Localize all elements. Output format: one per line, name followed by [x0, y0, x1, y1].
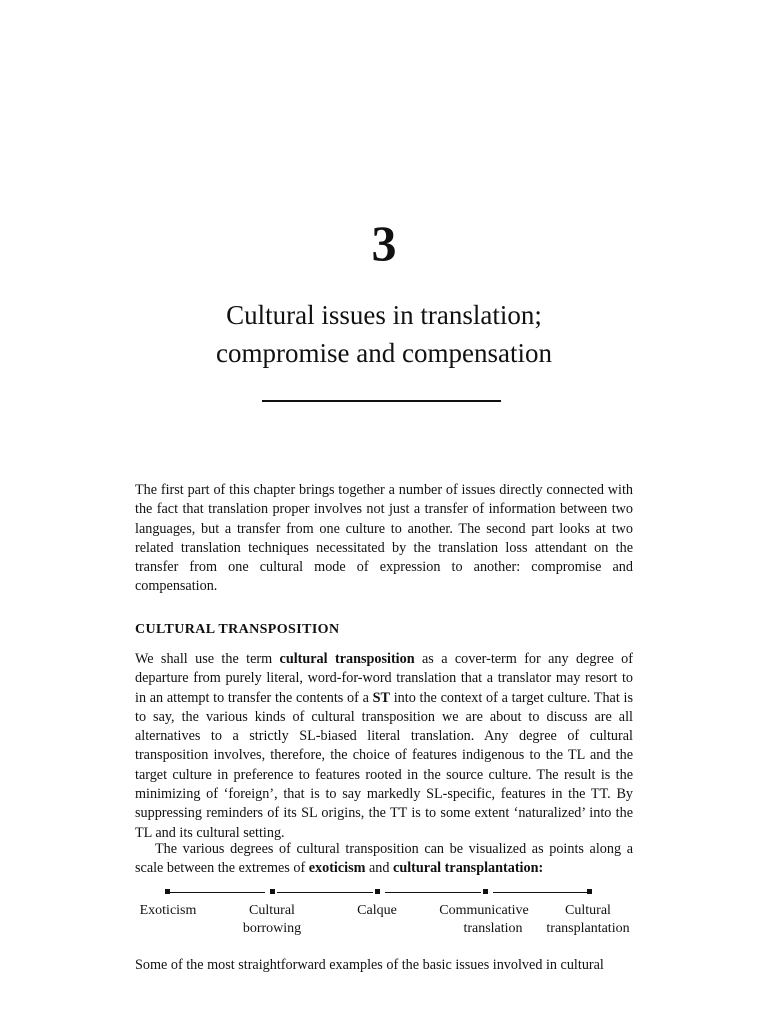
scale-point [587, 889, 592, 894]
text-run: and [365, 860, 394, 877]
term-exoticism: exoticism [308, 860, 366, 877]
term-cultural-transposition: cultural transposition [279, 651, 415, 667]
text-run: We shall use the term [135, 651, 280, 667]
chapter-title-line-1: Cultural issues in translation; [226, 300, 542, 330]
scale-line-segment [493, 892, 589, 893]
scale-label-line: Calque [357, 903, 397, 918]
section-heading: CULTURAL TRANSPOSITION [135, 622, 340, 637]
scale-label-cultural-borrowing [217, 902, 327, 938]
scale-label-line: transplantation [546, 921, 630, 936]
scale-label-line: Cultural [565, 903, 611, 918]
scale-point [165, 889, 170, 894]
scale-point [375, 889, 380, 894]
transposition-scale [135, 884, 635, 944]
intro-paragraph: The first part of this chapter brings together a number of issues directly connected with the fact that translation proper involves not just a transfer of information between two languages, but a transfer from one culture to another. The second part looks at two related translation techniques necessitated by the translation loss attendant on the transfer from one cultural mode of expression to another: compromise and compensation. [135, 482, 633, 595]
scale-line-segment [167, 892, 265, 893]
title-divider [262, 400, 501, 402]
body-paragraph-2 [135, 840, 633, 879]
text-run: The various degrees of cultural transposition can be visualized as points along a scale between the extremes of [135, 841, 633, 877]
scale-label-communicative-translation [429, 902, 539, 938]
text-run: into the context of a target culture. That is to say, the various kinds of cultural transposition we are about to discuss are all alternatives to a strictly SL-biased literal translation. Any degree of cultural transposition involves, therefore, the choice of features indigenous to the TL and the target culture in preference to features rooted in the source culture. The result is the minimizing of ‘foreign’, that is to say markedly SL-specific, features in the TT. By suppressing reminders of its SL origins, the TT is to some extent ‘naturalized’ into the TL and its cultural setting. [135, 689, 633, 841]
scale-line-segment [277, 892, 373, 893]
chapter-title-line-2: compromise and compensation [216, 338, 552, 368]
scale-line-segment [385, 892, 481, 893]
scale-label-line: borrowing [242, 921, 302, 936]
text-run: as a cover-term for any degree of departure from purely literal, word-for-word translation that a translator may resort to in an attempt to transfer the contents of a [135, 651, 634, 706]
scale-label-line: Communicative [439, 903, 529, 918]
scale-label-line: Exoticism [139, 903, 197, 918]
closing-line: Some of the most straightforward examples of the basic issues involved in cultural [135, 957, 604, 973]
chapter-title [0, 296, 768, 372]
chapter-number: 3 [371, 215, 397, 271]
scale-label-exoticism [113, 902, 223, 920]
scale-label-line: translation [463, 921, 523, 936]
term-cultural-transplantation: cultural transplantation: [393, 860, 544, 877]
body-paragraph-1 [135, 650, 633, 843]
scale-label-line: Cultural [249, 903, 295, 918]
scale-label-calque [322, 902, 432, 920]
scale-label-cultural-transplantation [533, 902, 643, 938]
scale-point [270, 889, 275, 894]
scale-point [483, 889, 488, 894]
term-st: ST [372, 689, 390, 706]
